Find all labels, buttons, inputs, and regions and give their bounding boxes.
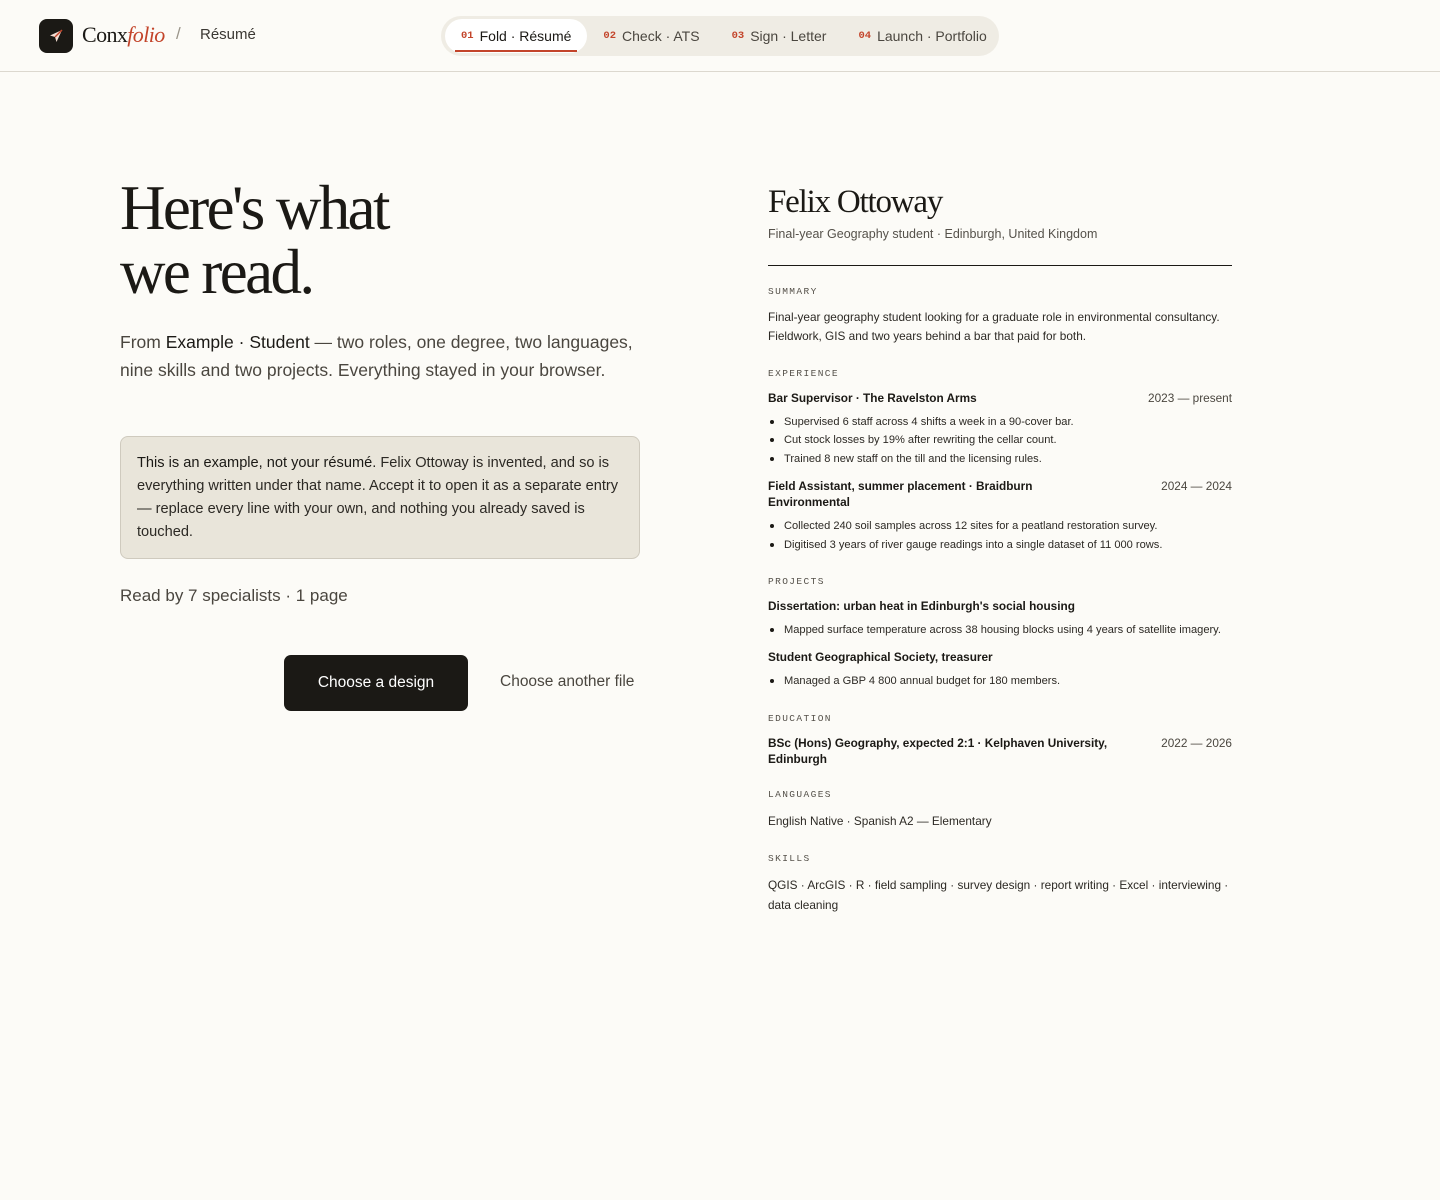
step-label: Check · ATS <box>622 28 700 44</box>
experience-entry <box>768 478 1232 554</box>
step-label: Launch · Portfolio <box>877 28 987 44</box>
entry-bullets <box>768 517 1232 554</box>
bullet-item: Mapped surface temperature across 38 housing blocks using 4 years of satellite imagery. <box>768 621 1232 639</box>
step-number: 01 <box>461 30 474 42</box>
brand-name[interactable] <box>82 22 165 48</box>
tab-sign-letter[interactable] <box>716 19 843 53</box>
intro-text <box>120 328 650 384</box>
page-title-line-1: Here's what <box>120 173 388 243</box>
project-entry <box>768 598 1232 639</box>
section-heading: PROJECTS <box>768 576 825 588</box>
entry-date: 2023 — present <box>1148 391 1232 405</box>
notice-body: Felix Ottoway is invented, and so is everything written under that name. Accept it to open it as a separate entry — replace every line with your own, and nothing you already saved is touched. <box>137 455 619 540</box>
entry-date: 2024 — 2024 <box>1161 479 1232 494</box>
resume-education-section <box>768 713 1232 767</box>
breadcrumb: Résumé <box>200 26 256 43</box>
entry-bullets <box>768 621 1232 639</box>
entry-title: Dissertation: urban heat in Edinburgh's social housing <box>768 599 1075 614</box>
entry-title: BSc (Hons) Geography, expected 2:1 · Kelphaven University, Edinburgh <box>768 735 1108 766</box>
read-summary: Read by 7 specialists · 1 page <box>120 586 348 605</box>
entry-bullets <box>768 672 1232 690</box>
logo[interactable] <box>39 19 73 53</box>
section-heading: SKILLS <box>768 852 811 864</box>
page-title <box>120 173 640 307</box>
brand-accent: folio <box>127 22 165 47</box>
paper-plane-icon <box>48 28 64 44</box>
resume-projects-section <box>768 576 1232 691</box>
entry-title: Field Assistant, summer placement · Braidburn Environmental <box>768 479 1033 510</box>
notice-lead: This is an example, not your résumé. <box>137 455 377 471</box>
intro-source-example: Example <box>165 332 234 352</box>
brand-main: Conx <box>82 22 128 47</box>
step-number: 03 <box>731 30 745 42</box>
step-label: Sign · Letter <box>750 28 827 44</box>
languages-list: English Native · Spanish A2 — Elementary <box>768 813 992 828</box>
tab-check-ats[interactable] <box>587 19 715 53</box>
bullet-item: Collected 240 soil samples across 12 sites for a peatland restoration survey. <box>768 517 1232 535</box>
resume-languages-section <box>768 789 1232 831</box>
intro-dot: · <box>233 332 250 352</box>
top-bar <box>0 0 1440 72</box>
step-number: 04 <box>858 30 872 42</box>
bullet-item: Supervised 6 staff across 4 shifts a week in a 90-cover bar. <box>768 413 1232 431</box>
resume-name: Felix Ottoway <box>768 184 943 220</box>
resume-divider <box>768 265 1232 266</box>
tab-launch-portfolio[interactable] <box>842 19 1002 53</box>
intro-prefix: From <box>120 332 166 352</box>
entry-title: Bar Supervisor · The Ravelston Arms <box>768 391 977 405</box>
resume-tagline: Final-year Geography student · Edinburgh, United Kingdom <box>768 227 1098 241</box>
intro-rest: — two roles, one degree, two languages, nine skills and two projects. Everything stayed in your browser. <box>120 332 633 380</box>
example-notice <box>120 436 640 559</box>
resume-summary-section <box>768 286 1232 346</box>
education-entry <box>768 735 1232 767</box>
section-heading: SUMMARY <box>768 286 818 297</box>
bullet-item: Digitised 3 years of river gauge readings into a single dataset of 11 000 rows. <box>768 536 1232 554</box>
experience-entry <box>768 390 1232 468</box>
section-heading: EDUCATION <box>768 712 832 724</box>
section-heading: LANGUAGES <box>768 788 832 800</box>
step-label: Fold · Résumé <box>479 28 572 44</box>
resume-skills-section <box>768 853 1232 915</box>
project-entry <box>768 649 1232 690</box>
tab-fold-resume[interactable] <box>445 19 587 53</box>
summary-text: Final-year geography student looking for a graduate role in environmental consultancy. Fieldwork, GIS and two years behind a bar that paid for both. <box>768 310 1220 343</box>
page-title-line-2: we read. <box>120 237 313 307</box>
bullet-item: Managed a GBP 4 800 annual budget for 180 members. <box>768 672 1232 690</box>
breadcrumb-separator: / <box>176 24 181 43</box>
entry-title: Student Geographical Society, treasurer <box>768 650 993 665</box>
entry-bullets <box>768 413 1232 468</box>
choose-another-file-link[interactable]: Choose another file <box>500 673 635 690</box>
skills-list: QGIS · ArcGIS · R · field sampling · survey design · report writing · Excel · interviewing · data cleaning <box>768 877 1229 912</box>
intro-source-student: Student <box>249 332 310 352</box>
choose-design-button[interactable]: Choose a design <box>284 655 468 711</box>
section-heading: EXPERIENCE <box>768 368 840 379</box>
resume-experience-section <box>768 368 1232 554</box>
step-tabs <box>441 16 999 56</box>
bullet-item: Cut stock losses by 19% after rewriting the cellar count. <box>768 431 1232 449</box>
step-number: 02 <box>603 30 617 42</box>
resume-preview <box>768 180 1232 915</box>
entry-date: 2022 — 2026 <box>1161 735 1232 750</box>
bullet-item: Trained 8 new staff on the till and the licensing rules. <box>768 450 1232 468</box>
